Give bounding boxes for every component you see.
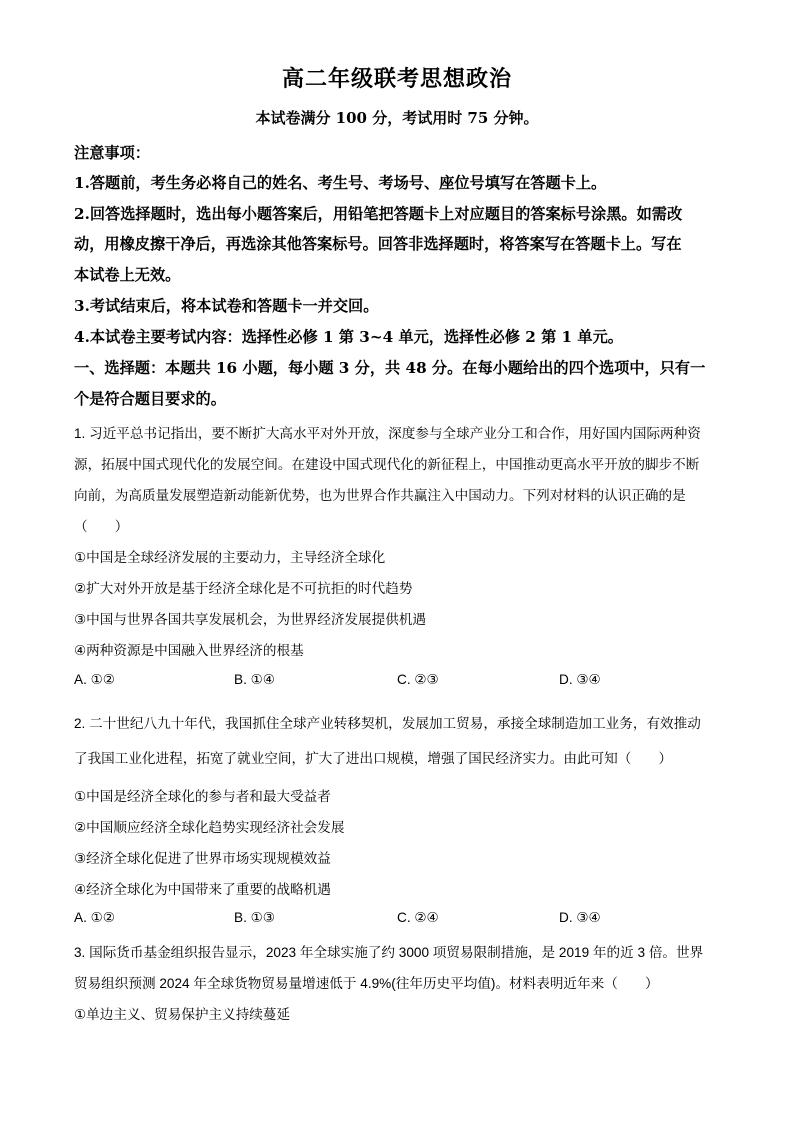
question-stem-line: 1. 习近平总书记指出，要不断扩大高水平对外开放，深度参与全球产业分工和合作，用好国内国际两种资 xyxy=(74,426,701,441)
answer-blank: （ ） xyxy=(74,519,129,534)
option-d: D. ③④ xyxy=(559,910,601,925)
option-c: C. ②④ xyxy=(397,910,439,925)
option-a: A. ①② xyxy=(74,672,115,687)
option-b: B. ①④ xyxy=(234,672,275,687)
question-item: ①单边主义、贸易保护主义持续蔓延 xyxy=(74,1007,291,1022)
option-d: D. ③④ xyxy=(559,672,601,687)
notice-line: 动，用橡皮擦干净后，再选涂其他答案标号。回答非选择题时，将答案写在答题卡上。写在 xyxy=(74,235,682,253)
question-stem-line: 了我国工业化进程，拓宽了就业空间，扩大了进出口规模，增强了国民经济实力。由此可知（ ） xyxy=(74,751,673,766)
question-item: ④两种资源是中国融入世界经济的根基 xyxy=(74,643,304,658)
question-item: ①中国是全球经济发展的主要动力，主导经济全球化 xyxy=(74,550,386,565)
notice-line: 本试卷上无效。 xyxy=(74,266,181,284)
question-item: ②中国顺应经济全球化趋势实现经济社会发展 xyxy=(74,820,345,835)
option-a: A. ①② xyxy=(74,910,115,925)
question-stem-line: 源，拓展中国式现代化的发展空间。在建设中国式现代化的新征程上，中国推动更高水平开放的脚步不断 xyxy=(74,457,700,472)
page-title: 高二年级联考思想政治 xyxy=(281,66,512,92)
notice-line: 3.考试结束后，将本试卷和答题卡一并交回。 xyxy=(74,297,379,315)
notice-line: 1.答题前，考生务必将自己的姓名、考生号、考场号、座位号填写在答题卡上。 xyxy=(74,174,607,192)
notice-line: 4.本试卷主要考试内容：选择性必修 1 第 3~4 单元，选择性必修 2 第 1 单元。 xyxy=(74,328,623,346)
question-stem-line: 3. 国际货币基金组织报告显示，2023 年全球实施了约 3000 项贸易限制措施，是 2019 年的近 3 倍。世界 xyxy=(74,945,704,960)
notice-line: 2.回答选择题时，选出每小题答案后，用铅笔把答题卡上对应题目的答案标号涂黑。如需改 xyxy=(74,205,683,223)
question-item: ③中国与世界各国共享发展机会，为世界经济发展提供机遇 xyxy=(74,612,427,627)
question-stem-line: 2. 二十世纪八九十年代，我国抓住全球产业转移契机，发展加工贸易，承接全球制造加工业务，有效推动 xyxy=(74,716,701,731)
question-stem-line: 贸易组织预测 2024 年全球货物贸易量增速低于 4.9%(往年历史平均值)。材料表明近年来（ ） xyxy=(74,976,659,991)
option-b: B. ①③ xyxy=(234,910,275,925)
question-item: ③经济全球化促进了世界市场实现规模效益 xyxy=(74,851,331,866)
question-item: ④经济全球化为中国带来了重要的战略机遇 xyxy=(74,882,331,897)
notice-heading: 注意事项： xyxy=(74,144,150,162)
section-heading: 个是符合题目要求的。 xyxy=(74,390,226,408)
question-stem-line: 向前，为高质量发展塑造新动能新优势，也为世界合作共赢注入中国动力。下列对材料的认识正确的是 xyxy=(74,488,686,503)
page-subtitle: 本试卷满分 100 分，考试用时 75 分钟。 xyxy=(255,109,539,127)
question-item: ②扩大对外开放是基于经济全球化是不可抗拒的时代趋势 xyxy=(74,581,413,596)
option-c: C. ②③ xyxy=(397,672,439,687)
section-heading: 一、选择题：本题共 16 小题，每小题 3 分，共 48 分。在每小题给出的四个选项中，只有一 xyxy=(74,359,706,377)
question-item: ①中国是经济全球化的参与者和最大受益者 xyxy=(74,789,331,804)
